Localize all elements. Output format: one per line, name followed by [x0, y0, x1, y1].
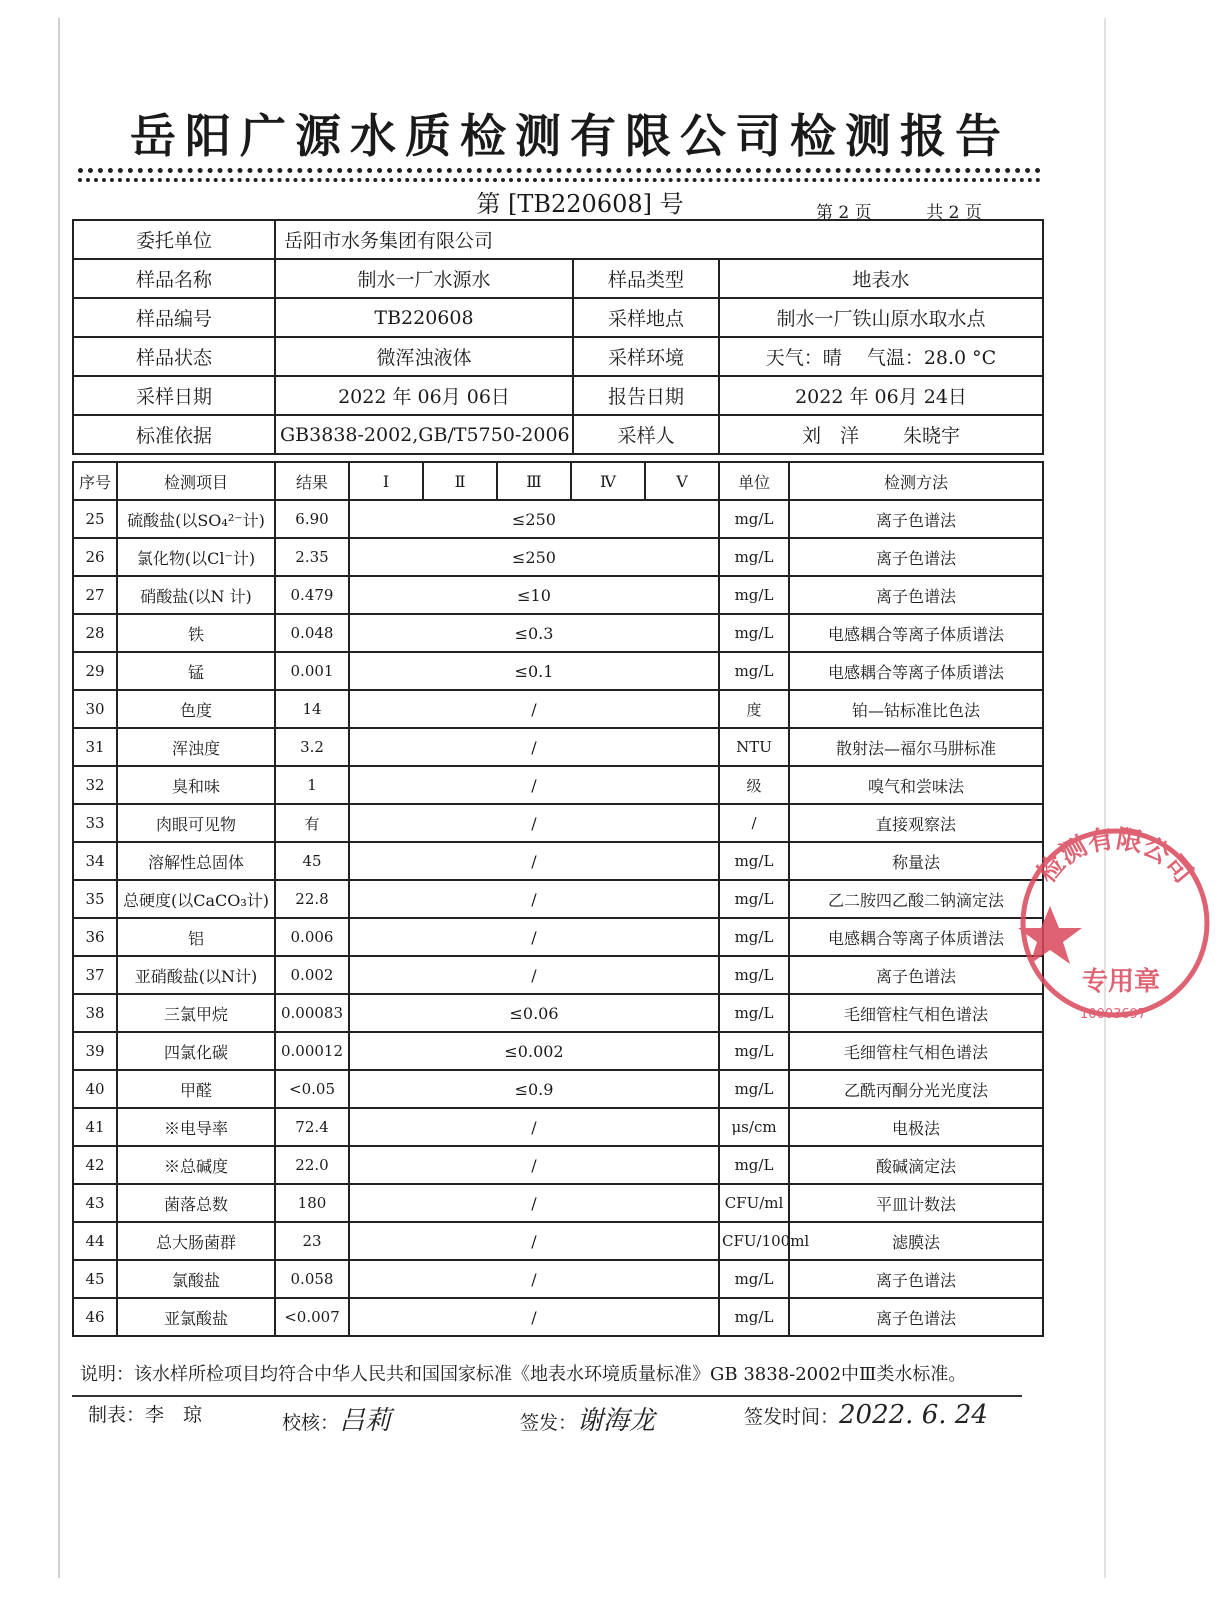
row-limit: ≤0.3 — [349, 614, 719, 652]
row-result: 0.048 — [275, 614, 349, 652]
checked-signature: 吕莉 — [339, 1406, 392, 1436]
row-unit: mg/L — [719, 918, 789, 956]
sample-name-label: 样品名称 — [73, 259, 275, 298]
row-result: 1 — [275, 766, 349, 804]
row-method: 酸碱滴定法 — [789, 1146, 1043, 1184]
sampler-value: 刘 洋 朱晓宇 — [719, 415, 1043, 454]
table-row — [73, 1070, 1043, 1108]
issue-time — [744, 1400, 988, 1430]
table-row — [73, 1222, 1043, 1260]
row-no: 28 — [73, 614, 117, 652]
prepared-by — [88, 1400, 202, 1427]
row-method: 离子色谱法 — [789, 1260, 1043, 1298]
row-limit: / — [349, 766, 719, 804]
sample-date-value: 2022 年 06月 06日 — [275, 376, 573, 415]
row-result: 有 — [275, 804, 349, 842]
table-row — [73, 1298, 1043, 1336]
row-method: 离子色谱法 — [789, 576, 1043, 614]
checked-label: 校核： — [282, 1412, 340, 1434]
row-no: 31 — [73, 728, 117, 766]
row-limit: / — [349, 1146, 719, 1184]
row-method: 电感耦合等离子体质谱法 — [789, 614, 1043, 652]
results-table — [72, 461, 1044, 1337]
row-no: 33 — [73, 804, 117, 842]
title-divider — [78, 168, 1041, 173]
row-no: 45 — [73, 1260, 117, 1298]
env-value: 天气：晴 气温：28.0 °C — [719, 337, 1043, 376]
results-body — [73, 500, 1043, 1336]
row-limit: ≤0.002 — [349, 1032, 719, 1070]
row-result: 22.8 — [275, 880, 349, 918]
conclusion-note: 说明：该水样所检项目均符合中华人民共和国国家标准《地表水环境质量标准》GB 3838-2002中Ⅲ类水标准。 — [80, 1364, 967, 1385]
location-label: 采样地点 — [573, 298, 719, 337]
row-result: 0.00083 — [275, 994, 349, 1032]
scan-edge-left — [58, 18, 60, 1578]
row-item: 亚硝酸盐(以N计) — [117, 956, 275, 994]
row-unit: mg/L — [719, 1032, 789, 1070]
row-result: 72.4 — [275, 1108, 349, 1146]
table-row — [73, 690, 1043, 728]
header-class-4: Ⅳ — [571, 462, 645, 500]
header-item: 检测项目 — [117, 462, 275, 500]
sampler-label: 采样人 — [573, 415, 719, 454]
state-label: 样品状态 — [73, 337, 275, 376]
row-method: 铂—钴标准比色法 — [789, 690, 1043, 728]
report-title: 岳阳广源水质检测有限公司检测报告 — [130, 109, 1010, 163]
info-row-dates — [73, 376, 1043, 415]
sample-type-label: 样品类型 — [573, 259, 719, 298]
row-method: 嗅气和尝味法 — [789, 766, 1043, 804]
row-no: 42 — [73, 1146, 117, 1184]
row-method: 乙酰丙酮分光光度法 — [789, 1070, 1043, 1108]
table-row — [73, 804, 1043, 842]
row-unit: mg/L — [719, 576, 789, 614]
row-method: 离子色谱法 — [789, 956, 1043, 994]
row-result: 180 — [275, 1184, 349, 1222]
row-unit: mg/L — [719, 880, 789, 918]
row-item: 总硬度(以CaCO₃计) — [117, 880, 275, 918]
row-item: ※总碱度 — [117, 1146, 275, 1184]
row-limit: ≤0.9 — [349, 1070, 719, 1108]
sample-name-value: 制水一厂水源水 — [275, 259, 573, 298]
table-row — [73, 728, 1043, 766]
row-item: 硝酸盐(以N 计) — [117, 576, 275, 614]
row-item: 溶解性总固体 — [117, 842, 275, 880]
issued-signature: 谢海龙 — [577, 1406, 656, 1436]
row-unit: mg/L — [719, 614, 789, 652]
row-no: 30 — [73, 690, 117, 728]
row-result: 0.058 — [275, 1260, 349, 1298]
table-row — [73, 1032, 1043, 1070]
header-class-3: Ⅲ — [497, 462, 571, 500]
row-method: 称量法 — [789, 842, 1043, 880]
table-row — [73, 1184, 1043, 1222]
row-unit: CFU/ml — [719, 1184, 789, 1222]
row-no: 25 — [73, 500, 117, 538]
row-method: 电感耦合等离子体质谱法 — [789, 918, 1043, 956]
row-no: 29 — [73, 652, 117, 690]
row-no: 32 — [73, 766, 117, 804]
row-limit: / — [349, 1260, 719, 1298]
prepared-label: 制表： — [88, 1404, 146, 1426]
row-limit: / — [349, 1298, 719, 1336]
row-limit: / — [349, 880, 719, 918]
row-result: 3.2 — [275, 728, 349, 766]
row-no: 36 — [73, 918, 117, 956]
page-current: 第 2 页 — [816, 203, 872, 223]
row-limit: / — [349, 918, 719, 956]
row-item: 氯酸盐 — [117, 1260, 275, 1298]
row-unit: / — [719, 804, 789, 842]
header-class-5: Ⅴ — [645, 462, 719, 500]
row-result: <0.05 — [275, 1070, 349, 1108]
table-row — [73, 766, 1043, 804]
footer-divider — [72, 1395, 1022, 1397]
row-unit: 度 — [719, 690, 789, 728]
row-unit: mg/L — [719, 1070, 789, 1108]
state-value: 微浑浊液体 — [275, 337, 573, 376]
report-date-value: 2022 年 06月 24日 — [719, 376, 1043, 415]
row-result: 0.006 — [275, 918, 349, 956]
table-row — [73, 500, 1043, 538]
scan-edge-right — [1104, 18, 1106, 1578]
header-class-2: Ⅱ — [423, 462, 497, 500]
row-item: 菌落总数 — [117, 1184, 275, 1222]
table-row — [73, 918, 1043, 956]
row-result: 0.00012 — [275, 1032, 349, 1070]
row-method: 毛细管柱气相色谱法 — [789, 1032, 1043, 1070]
row-unit: 级 — [719, 766, 789, 804]
row-limit: / — [349, 804, 719, 842]
row-limit: / — [349, 1222, 719, 1260]
row-unit: mg/L — [719, 1260, 789, 1298]
row-result: 6.90 — [275, 500, 349, 538]
row-unit: mg/L — [719, 652, 789, 690]
issued-by — [520, 1400, 655, 1437]
row-method: 离子色谱法 — [789, 538, 1043, 576]
row-item: 总大肠菌群 — [117, 1222, 275, 1260]
table-row — [73, 614, 1043, 652]
row-no: 41 — [73, 1108, 117, 1146]
row-unit: mg/L — [719, 538, 789, 576]
table-row — [73, 880, 1043, 918]
row-no: 37 — [73, 956, 117, 994]
sample-id-label: 样品编号 — [73, 298, 275, 337]
row-item: 锰 — [117, 652, 275, 690]
row-limit: / — [349, 728, 719, 766]
row-no: 43 — [73, 1184, 117, 1222]
row-result: <0.007 — [275, 1298, 349, 1336]
row-method: 散射法—福尔马肼标准 — [789, 728, 1043, 766]
info-row-sample-id — [73, 298, 1043, 337]
row-result: 0.002 — [275, 956, 349, 994]
row-no: 40 — [73, 1070, 117, 1108]
row-no: 39 — [73, 1032, 117, 1070]
row-result: 0.001 — [275, 652, 349, 690]
row-method: 直接观察法 — [789, 804, 1043, 842]
row-limit: / — [349, 690, 719, 728]
row-item: 甲醛 — [117, 1070, 275, 1108]
row-no: 35 — [73, 880, 117, 918]
row-unit: NTU — [719, 728, 789, 766]
row-method: 电感耦合等离子体质谱法 — [789, 652, 1043, 690]
row-item: 铝 — [117, 918, 275, 956]
sample-info-table — [72, 219, 1044, 455]
row-item: 臭和味 — [117, 766, 275, 804]
row-limit: / — [349, 956, 719, 994]
row-result: 22.0 — [275, 1146, 349, 1184]
row-method: 乙二胺四乙酸二钠滴定法 — [789, 880, 1043, 918]
row-limit: / — [349, 1108, 719, 1146]
row-no: 38 — [73, 994, 117, 1032]
row-item: 四氯化碳 — [117, 1032, 275, 1070]
row-unit: mg/L — [719, 500, 789, 538]
row-item: 三氯甲烷 — [117, 994, 275, 1032]
table-row — [73, 576, 1043, 614]
header-method: 检测方法 — [789, 462, 1043, 500]
row-limit: / — [349, 1184, 719, 1222]
row-unit: mg/L — [719, 956, 789, 994]
table-row — [73, 994, 1043, 1032]
row-unit: mg/L — [719, 842, 789, 880]
issue-time-label: 签发时间： — [744, 1406, 840, 1428]
row-no: 27 — [73, 576, 117, 614]
table-row — [73, 652, 1043, 690]
row-result: 0.479 — [275, 576, 349, 614]
results-header-row — [73, 462, 1043, 500]
env-label: 采样环境 — [573, 337, 719, 376]
row-no: 26 — [73, 538, 117, 576]
row-no: 44 — [73, 1222, 117, 1260]
row-method: 滤膜法 — [789, 1222, 1043, 1260]
header-unit: 单位 — [719, 462, 789, 500]
stamp-arc-text: 检测有限公司 — [1031, 824, 1199, 890]
row-no: 34 — [73, 842, 117, 880]
client-label: 委托单位 — [73, 220, 275, 259]
info-row-standard — [73, 415, 1043, 454]
row-limit: / — [349, 842, 719, 880]
page-total: 共 2 页 — [926, 203, 982, 223]
sample-date-label: 采样日期 — [73, 376, 275, 415]
location-value: 制水一厂铁山原水取水点 — [719, 298, 1043, 337]
info-row-client — [73, 220, 1043, 259]
row-result: 2.35 — [275, 538, 349, 576]
row-item: 肉眼可见物 — [117, 804, 275, 842]
row-limit: ≤250 — [349, 500, 719, 538]
row-item: 亚氯酸盐 — [117, 1298, 275, 1336]
row-item: 色度 — [117, 690, 275, 728]
header-result: 结果 — [275, 462, 349, 500]
info-row-state — [73, 337, 1043, 376]
row-method: 毛细管柱气相色谱法 — [789, 994, 1043, 1032]
table-row — [73, 1260, 1043, 1298]
row-method: 平皿计数法 — [789, 1184, 1043, 1222]
issue-time-value: 2022. 6. 24 — [839, 1400, 988, 1430]
row-limit: ≤250 — [349, 538, 719, 576]
client-value: 岳阳市水务集团有限公司 — [275, 220, 1043, 259]
header-class-1: Ⅰ — [349, 462, 423, 500]
row-result: 14 — [275, 690, 349, 728]
header-no: 序号 — [73, 462, 117, 500]
table-row — [73, 1108, 1043, 1146]
row-limit: ≤0.1 — [349, 652, 719, 690]
row-limit: ≤0.06 — [349, 994, 719, 1032]
checked-by — [282, 1400, 391, 1437]
report-number: 第 [TB220608] 号 — [380, 184, 780, 219]
info-row-sample-name — [73, 259, 1043, 298]
row-item: ※电导率 — [117, 1108, 275, 1146]
row-method: 电极法 — [789, 1108, 1043, 1146]
table-row — [73, 1146, 1043, 1184]
row-method: 离子色谱法 — [789, 500, 1043, 538]
stamp-code-text: 10003697 — [1080, 1007, 1147, 1022]
row-item: 氯化物(以Cl⁻计) — [117, 538, 275, 576]
report-date-label: 报告日期 — [573, 376, 719, 415]
issued-label: 签发： — [520, 1412, 578, 1434]
row-result: 23 — [275, 1222, 349, 1260]
sample-id-value: TB220608 — [275, 298, 573, 337]
standard-label: 标准依据 — [73, 415, 275, 454]
row-unit: mg/L — [719, 1298, 789, 1336]
row-no: 46 — [73, 1298, 117, 1336]
row-method: 离子色谱法 — [789, 1298, 1043, 1336]
row-unit: mg/L — [719, 994, 789, 1032]
row-limit: ≤10 — [349, 576, 719, 614]
stamp-sub-text: 专用章 — [1082, 967, 1161, 997]
row-unit: μs/cm — [719, 1108, 789, 1146]
standard-value: GB3838-2002,GB/T5750-2006 — [275, 415, 573, 454]
company-seal-stamp — [1010, 818, 1220, 1028]
row-item: 铁 — [117, 614, 275, 652]
row-result: 45 — [275, 842, 349, 880]
row-unit: mg/L — [719, 1146, 789, 1184]
table-row — [73, 538, 1043, 576]
sample-type-value: 地表水 — [719, 259, 1043, 298]
row-item: 浑浊度 — [117, 728, 275, 766]
title-divider-2 — [78, 178, 1041, 182]
table-row — [73, 956, 1043, 994]
table-row — [73, 842, 1043, 880]
row-unit: CFU/100ml — [719, 1222, 789, 1260]
row-item: 硫酸盐(以SO₄²⁻计) — [117, 500, 275, 538]
prepared-value: 李 琼 — [145, 1404, 203, 1426]
